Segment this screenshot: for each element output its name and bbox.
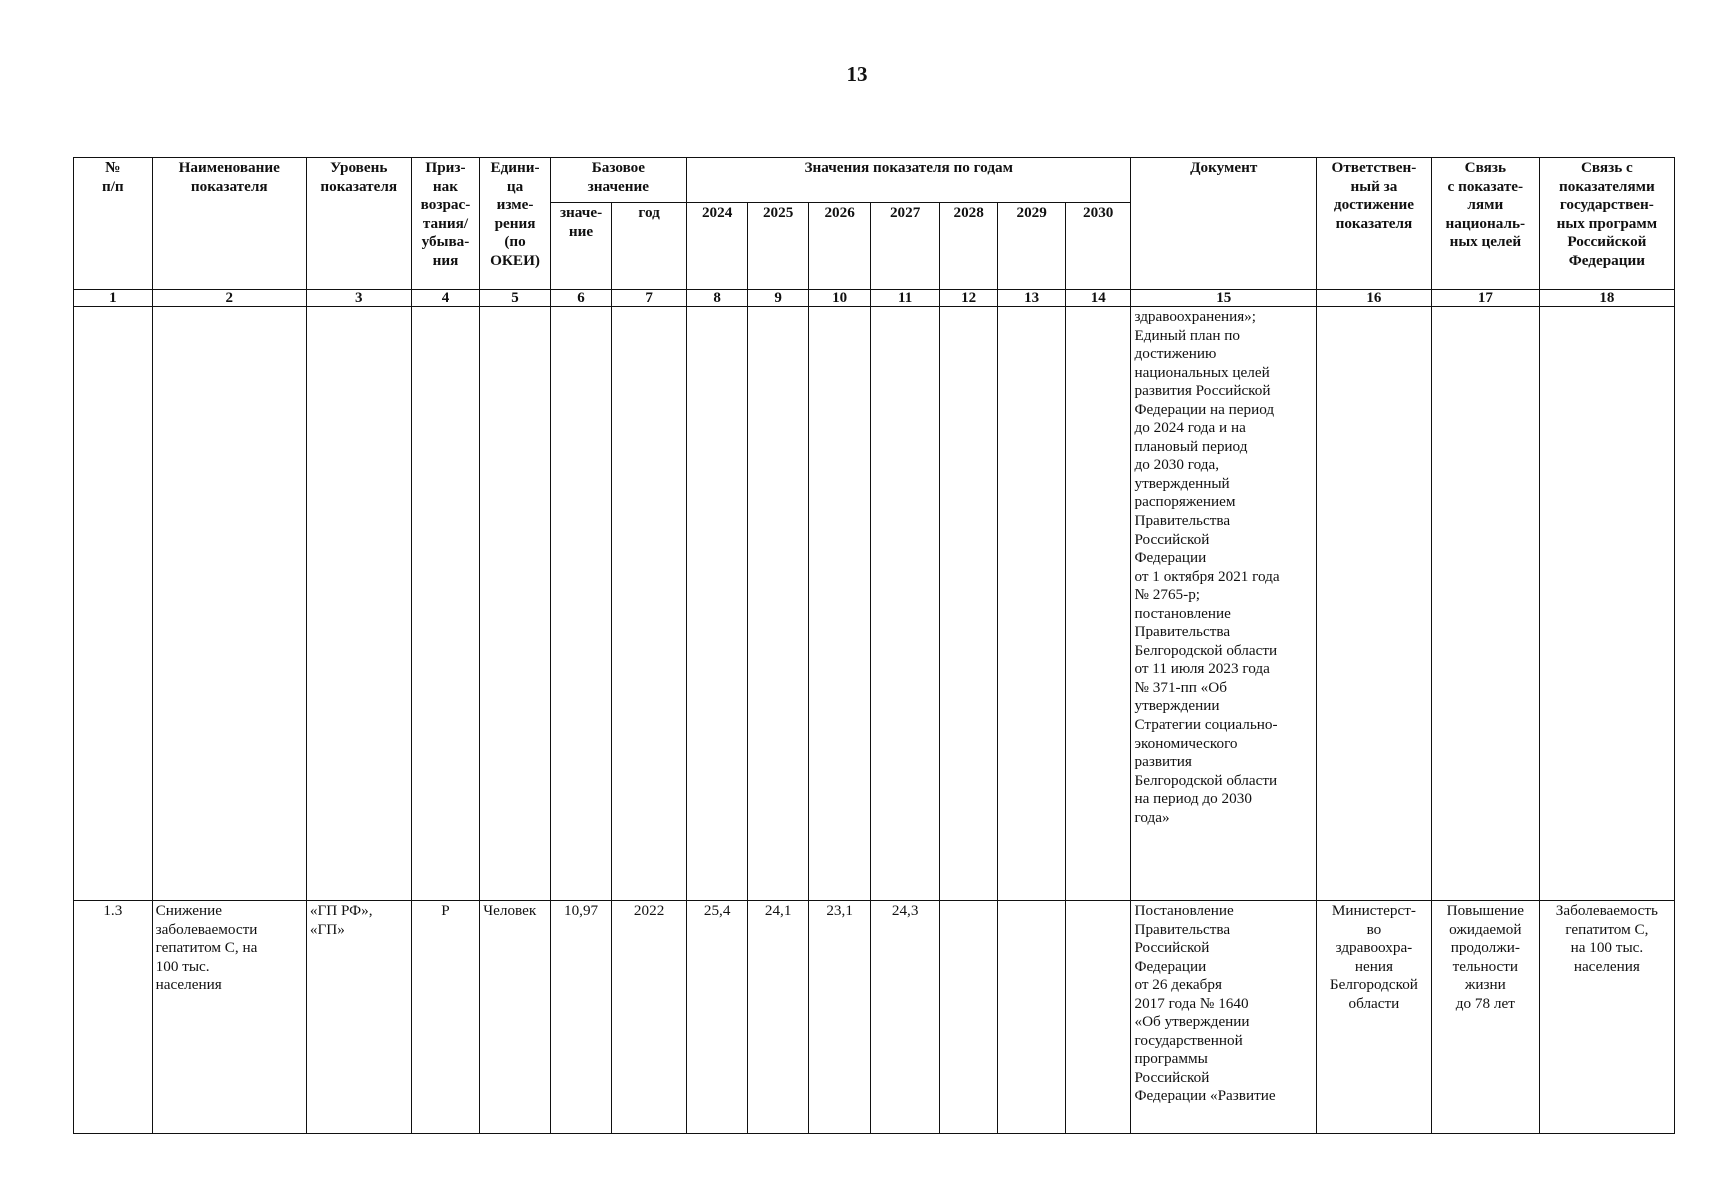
- cell-value-2030: [1065, 901, 1131, 1134]
- column-number: 3: [306, 290, 411, 307]
- cell-value-2024: 25,4: [686, 901, 747, 1134]
- header-name: Наименование показателя: [152, 158, 306, 290]
- cell-empty: [612, 307, 687, 901]
- header-document: Документ: [1131, 158, 1316, 290]
- cell-empty: [1539, 307, 1674, 901]
- header-no: № п/п: [74, 158, 153, 290]
- column-number: 12: [939, 290, 997, 307]
- cell-empty: [686, 307, 747, 901]
- cell-empty: [480, 307, 551, 901]
- header-link-national: Связь с показате- лями националь- ных целей: [1431, 158, 1539, 290]
- cell-empty: [152, 307, 306, 901]
- column-number: 2: [152, 290, 306, 307]
- column-number: 4: [411, 290, 480, 307]
- cell-value-2025: 24,1: [748, 901, 808, 1134]
- header-level: Уровень показателя: [306, 158, 411, 290]
- cell-name: Снижение заболеваемости гепатитом С, на 100 тыс. населения: [152, 901, 306, 1134]
- cell-sign: Р: [411, 901, 480, 1134]
- cell-empty: [998, 307, 1066, 901]
- column-number: 16: [1316, 290, 1431, 307]
- cell-unit: Человек: [480, 901, 551, 1134]
- column-number: 1: [74, 290, 153, 307]
- header-year-2030: 2030: [1065, 203, 1131, 290]
- cell-empty: [306, 307, 411, 901]
- cell-value-2029: [998, 901, 1066, 1134]
- cell-level: «ГП РФ», «ГП»: [306, 901, 411, 1134]
- header-base-value: значе- ние: [550, 203, 611, 290]
- cell-base-year: 2022: [612, 901, 687, 1134]
- cell-value-2027: 24,3: [871, 901, 940, 1134]
- header-year-2024: 2024: [686, 203, 747, 290]
- cell-empty: [1431, 307, 1539, 901]
- column-number: 15: [1131, 290, 1316, 307]
- header-year-2027: 2027: [871, 203, 940, 290]
- column-number: 7: [612, 290, 687, 307]
- column-number: 5: [480, 290, 551, 307]
- cell-empty: [1316, 307, 1431, 901]
- header-base: Базовое значение: [550, 158, 686, 203]
- column-number: 14: [1065, 290, 1131, 307]
- cell-empty: [74, 307, 153, 901]
- header-year-2028: 2028: [939, 203, 997, 290]
- header-responsible: Ответствен- ный за достижение показателя: [1316, 158, 1431, 290]
- column-number: 17: [1431, 290, 1539, 307]
- column-number: 6: [550, 290, 611, 307]
- table-row-1-3: [74, 901, 1675, 1134]
- cell-document: Постановление Правительства Российской Федерации от 26 декабря 2017 года № 1640 «Об утверждении государственной программы Российской Федерации «Развитие: [1131, 901, 1316, 1134]
- header-row-1: [74, 158, 1675, 203]
- header-unit: Едини- ца изме- рения (по ОКЕИ): [480, 158, 551, 290]
- table-row-continuation: [74, 307, 1675, 901]
- column-number: 13: [998, 290, 1066, 307]
- cell-empty: [748, 307, 808, 901]
- column-number: 11: [871, 290, 940, 307]
- cell-empty: [1065, 307, 1131, 901]
- cell-base-value: 10,97: [550, 901, 611, 1134]
- column-number: 9: [748, 290, 808, 307]
- cell-link-state: Заболеваемость гепатитом С, на 100 тыс. населения: [1539, 901, 1674, 1134]
- header-link-state: Связь с показателями государствен- ных программ Российской Федерации: [1539, 158, 1674, 290]
- cell-value-2028: [939, 901, 997, 1134]
- cell-empty: [550, 307, 611, 901]
- column-number: 8: [686, 290, 747, 307]
- cell-empty: [411, 307, 480, 901]
- cell-link-national: Повышение ожидаемой продолжи- тельности жизни до 78 лет: [1431, 901, 1539, 1134]
- column-numbers-row: [74, 290, 1675, 307]
- cell-empty: [871, 307, 940, 901]
- header-years-group: Значения показателя по годам: [686, 158, 1131, 203]
- cell-responsible: Министерст- во здравоохра- нения Белгородской области: [1316, 901, 1431, 1134]
- cell-empty: [808, 307, 871, 901]
- header-sign: Приз- нак возрас- тания/ убыва- ния: [411, 158, 480, 290]
- cell-value-2026: 23,1: [808, 901, 871, 1134]
- cell-document: здравоохранения»; Единый план по достижению национальных целей развития Российской Федерации на период до 2024 года и на плановый период до 2030 года, утвержденный распоряжением Правительства Российской Федерации от 1 октября 2021 года № 2765-р; постановление Правительства Белгородской области от 11 июля 2023 года № 371-пп «Об утверждении Стратегии социально- экономического развития Белгородской области на период до 2030 года»: [1131, 307, 1316, 901]
- cell-empty: [939, 307, 997, 901]
- header-year-2025: 2025: [748, 203, 808, 290]
- header-year-2026: 2026: [808, 203, 871, 290]
- column-number: 10: [808, 290, 871, 307]
- indicators-table: [73, 157, 1675, 1134]
- cell-no: 1.3: [74, 901, 153, 1134]
- header-base-year: год: [612, 203, 687, 290]
- column-number: 18: [1539, 290, 1674, 307]
- page-number: 13: [846, 62, 868, 86]
- header-year-2029: 2029: [998, 203, 1066, 290]
